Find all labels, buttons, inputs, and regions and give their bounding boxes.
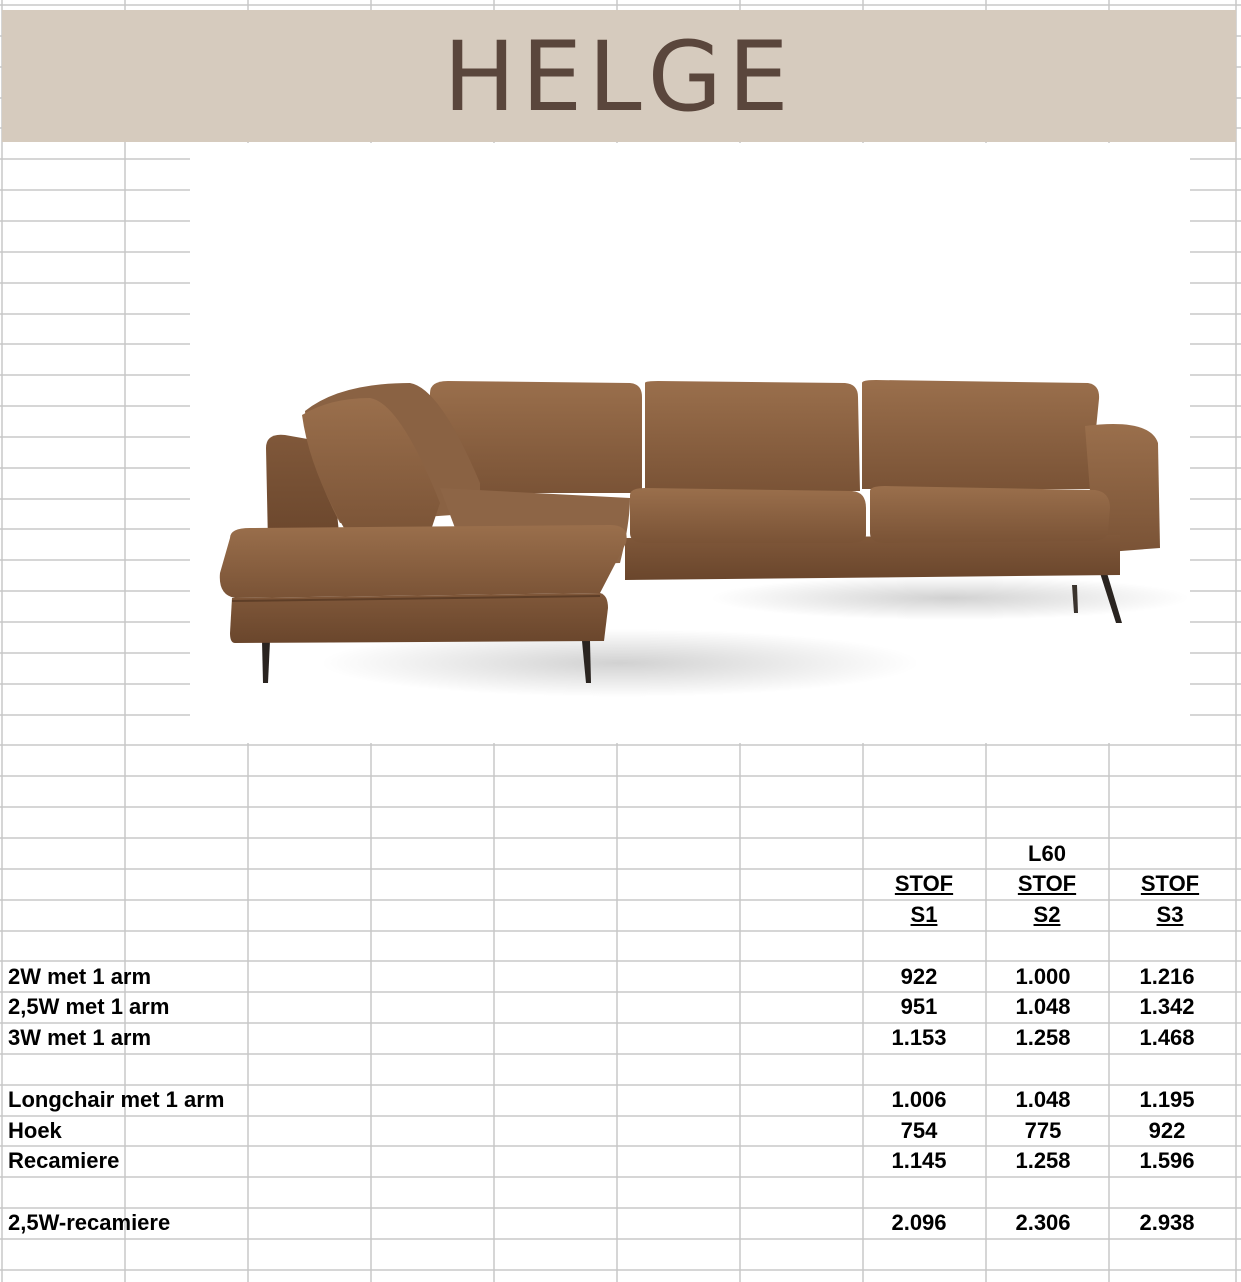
price-cell: 2.096 — [891, 1210, 947, 1235]
price-cell: 1.145 — [891, 1148, 947, 1173]
price-cell: 922 — [900, 964, 938, 989]
row-label: Longchair met 1 arm — [8, 1087, 225, 1112]
row-label: 2,5W met 1 arm — [8, 994, 170, 1019]
price-cell: 754 — [900, 1118, 938, 1143]
column-header-s2-line1: STOF — [1017, 871, 1077, 896]
corner-sofa-image — [190, 143, 1190, 743]
column-header-s1-line1: STOF — [894, 871, 954, 896]
page-title: HELGE — [443, 21, 795, 133]
price-cell: 1.153 — [891, 1025, 947, 1050]
price-cell: 1.258 — [1015, 1148, 1071, 1173]
price-cell: 1.596 — [1139, 1148, 1195, 1173]
price-cell: 951 — [900, 994, 938, 1019]
row-label: Hoek — [8, 1118, 62, 1143]
price-cell: 1.342 — [1139, 994, 1195, 1019]
price-cell: 1.048 — [1015, 994, 1071, 1019]
price-cell: 1.195 — [1139, 1087, 1195, 1112]
price-cell: 1.006 — [891, 1087, 947, 1112]
row-label: 2W met 1 arm — [8, 964, 152, 989]
column-header-s1-line2: S1 — [910, 902, 938, 927]
price-cell: 1.216 — [1139, 964, 1195, 989]
price-cell: 1.048 — [1015, 1087, 1071, 1112]
row-label: 2,5W-recamiere — [8, 1210, 171, 1235]
title-banner — [2, 10, 1236, 142]
price-cell: 922 — [1148, 1118, 1186, 1143]
column-header-s2-line2: S2 — [1033, 902, 1061, 927]
price-cell: 1.000 — [1015, 964, 1071, 989]
price-cell: 1.468 — [1139, 1025, 1195, 1050]
row-label: Recamiere — [8, 1148, 120, 1173]
price-cell: 775 — [1024, 1118, 1062, 1143]
price-cell: 2.306 — [1015, 1210, 1071, 1235]
row-label: 3W met 1 arm — [8, 1025, 152, 1050]
column-header-s3-line2: S3 — [1156, 902, 1184, 927]
price-cell: 1.258 — [1015, 1025, 1071, 1050]
column-header-s3-line1: STOF — [1140, 871, 1200, 896]
price-cell: 2.938 — [1139, 1210, 1195, 1235]
model-code-header: L60 — [1028, 841, 1066, 866]
product-photo — [190, 143, 1190, 743]
